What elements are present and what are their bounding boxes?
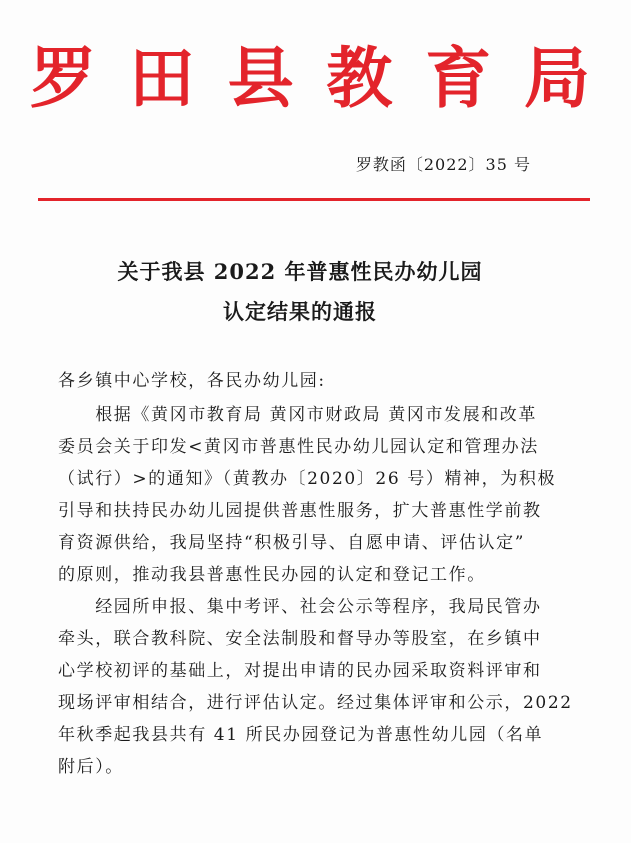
paragraph-line: 牵头，联合教科院、安全法制股和督导办等股室，在乡镇中	[58, 629, 542, 649]
masthead-char: 罗	[30, 39, 96, 117]
masthead-char: 育	[425, 39, 492, 117]
paragraph-line: 附后）。	[58, 757, 124, 777]
masthead-char: 教	[326, 39, 393, 117]
paragraph-line: 心学校初评的基础上，对提出申请的民办园采取资料评审和	[58, 661, 542, 681]
paragraph-line: 引导和扶持民办幼儿园提供普惠性服务，扩大普惠性学前教	[58, 501, 542, 521]
paragraph-line: 育资源供给，我局坚持“积极引导、自愿申请、评估认定”	[58, 533, 525, 553]
paragraph-line: 年秋季起我县共有 41 所民办园登记为普惠性幼儿园（名单	[58, 725, 544, 745]
document-title-line-2: 认定结果的通报	[223, 299, 377, 324]
salutation: 各乡镇中心学校，各民办幼儿园:	[58, 371, 326, 391]
masthead-char: 田	[128, 39, 195, 117]
masthead-char: 县	[227, 39, 294, 117]
red-divider-line	[38, 198, 590, 201]
paragraph-line: 根据《黄冈市教育局 黄冈市财政局 黄冈市发展和改革	[58, 405, 538, 425]
paragraph-line: （试行）>的通知》（黄教办〔2020〕26 号）精神，为积极	[58, 469, 557, 489]
paragraph-line: 现场评审相结合，进行评估认定。经过集体评审和公示，2022	[58, 693, 573, 713]
paragraph-line: 委员会关于印发<黄冈市普惠性民办幼儿园认定和管理办法	[58, 437, 539, 457]
paragraph-line: 的原则，推动我县普惠性民办园的认定和登记工作。	[58, 565, 486, 585]
document-number: 罗教函〔2022〕35 号	[355, 155, 531, 174]
document-title-line-1: 关于我县 2022 年普惠性民办幼儿园	[117, 259, 483, 284]
masthead-title	[30, 38, 590, 118]
masthead-char: 局	[523, 39, 590, 117]
paragraph-line: 经园所申报、集中考评、社会公示等程序，我局民管办	[58, 597, 542, 617]
